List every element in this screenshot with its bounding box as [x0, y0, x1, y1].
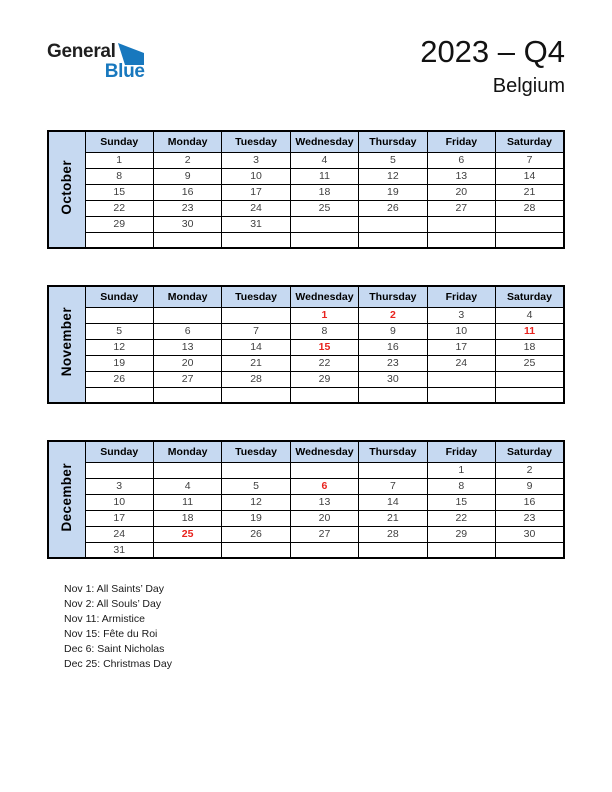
day-cell: 13	[290, 494, 358, 510]
weekday-header: Wednesday	[290, 286, 358, 307]
week-row	[48, 307, 564, 323]
day-cell-holiday: 2	[359, 307, 427, 323]
weekday-header: Monday	[153, 131, 221, 152]
weekday-header-row	[48, 441, 564, 462]
week-row	[48, 462, 564, 478]
day-cell: 9	[496, 478, 564, 494]
day-cell: 16	[153, 184, 221, 200]
holiday-item: Nov 11: Armistice	[64, 613, 145, 625]
logo-text-blue: Blue	[104, 61, 145, 82]
day-cell: 12	[222, 494, 290, 510]
weekday-header: Friday	[427, 286, 495, 307]
weekday-header-row	[48, 131, 564, 152]
day-cell	[290, 542, 358, 558]
day-cell: 10	[222, 168, 290, 184]
day-cell: 4	[496, 307, 564, 323]
day-cell	[496, 387, 564, 403]
weekday-header: Monday	[153, 286, 221, 307]
day-cell: 8	[85, 168, 153, 184]
weekday-header: Wednesday	[290, 131, 358, 152]
weekday-header: Friday	[427, 441, 495, 462]
logo-text-general: General	[47, 41, 116, 62]
day-cell	[222, 387, 290, 403]
day-cell	[222, 542, 290, 558]
day-cell: 16	[359, 339, 427, 355]
weekday-header-row	[48, 286, 564, 307]
day-cell: 26	[359, 200, 427, 216]
day-cell: 23	[496, 510, 564, 526]
day-cell	[427, 371, 495, 387]
day-cell: 22	[290, 355, 358, 371]
day-cell: 17	[85, 510, 153, 526]
weekday-header: Tuesday	[222, 131, 290, 152]
day-cell: 9	[359, 323, 427, 339]
day-cell: 1	[427, 462, 495, 478]
day-cell-holiday: 15	[290, 339, 358, 355]
day-cell	[290, 232, 358, 248]
month-section-october	[47, 130, 565, 249]
day-cell: 30	[153, 216, 221, 232]
day-cell	[496, 232, 564, 248]
weekday-header: Monday	[153, 441, 221, 462]
week-row	[48, 323, 564, 339]
day-cell: 18	[496, 339, 564, 355]
week-row	[48, 152, 564, 168]
day-cell: 1	[85, 152, 153, 168]
week-row	[48, 494, 564, 510]
day-cell: 29	[290, 371, 358, 387]
day-cell	[290, 462, 358, 478]
day-cell: 23	[359, 355, 427, 371]
day-cell: 6	[427, 152, 495, 168]
day-cell	[85, 232, 153, 248]
day-cell: 3	[427, 307, 495, 323]
day-cell: 23	[153, 200, 221, 216]
weekday-header: Thursday	[359, 441, 427, 462]
weekday-header: Wednesday	[290, 441, 358, 462]
day-cell	[427, 232, 495, 248]
day-cell	[359, 232, 427, 248]
day-cell: 18	[153, 510, 221, 526]
day-cell	[496, 216, 564, 232]
weekday-header: Friday	[427, 131, 495, 152]
day-cell: 21	[359, 510, 427, 526]
day-cell	[153, 307, 221, 323]
day-cell: 8	[290, 323, 358, 339]
day-cell: 16	[496, 494, 564, 510]
day-cell	[359, 387, 427, 403]
day-cell: 27	[427, 200, 495, 216]
day-cell	[153, 462, 221, 478]
day-cell: 20	[290, 510, 358, 526]
day-cell: 31	[85, 542, 153, 558]
day-cell: 10	[85, 494, 153, 510]
week-row	[48, 510, 564, 526]
week-row	[48, 387, 564, 403]
week-row	[48, 526, 564, 542]
day-cell	[359, 542, 427, 558]
day-cell	[427, 216, 495, 232]
day-cell: 21	[222, 355, 290, 371]
day-cell: 26	[222, 526, 290, 542]
holiday-item: Dec 25: Christmas Day	[64, 658, 172, 670]
month-table-november	[47, 285, 565, 404]
day-cell: 15	[85, 184, 153, 200]
holiday-item: Nov 2: All Souls’ Day	[64, 598, 162, 610]
day-cell: 31	[222, 216, 290, 232]
weekday-header: Saturday	[496, 286, 564, 307]
day-cell: 2	[496, 462, 564, 478]
day-cell: 24	[85, 526, 153, 542]
day-cell	[85, 387, 153, 403]
weekday-header: Thursday	[359, 286, 427, 307]
day-cell: 10	[427, 323, 495, 339]
day-cell: 13	[153, 339, 221, 355]
day-cell: 28	[359, 526, 427, 542]
day-cell: 12	[85, 339, 153, 355]
day-cell: 11	[290, 168, 358, 184]
day-cell: 7	[222, 323, 290, 339]
week-row	[48, 168, 564, 184]
holiday-item: Nov 15: Fête du Roi	[64, 628, 158, 640]
month-label-cell	[48, 441, 85, 558]
day-cell	[359, 462, 427, 478]
day-cell: 7	[496, 152, 564, 168]
day-cell-holiday: 1	[290, 307, 358, 323]
day-cell: 22	[85, 200, 153, 216]
day-cell	[222, 307, 290, 323]
day-cell	[153, 542, 221, 558]
week-row	[48, 200, 564, 216]
day-cell: 18	[290, 184, 358, 200]
day-cell: 29	[427, 526, 495, 542]
day-cell: 25	[290, 200, 358, 216]
day-cell: 2	[153, 152, 221, 168]
week-row	[48, 232, 564, 248]
day-cell	[153, 232, 221, 248]
day-cell: 25	[496, 355, 564, 371]
page-subtitle: Belgium	[492, 75, 565, 97]
month-label: November	[59, 307, 74, 377]
month-label: October	[59, 159, 74, 215]
day-cell-holiday: 11	[496, 323, 564, 339]
day-cell: 14	[222, 339, 290, 355]
weekday-header: Sunday	[85, 131, 153, 152]
day-cell: 24	[427, 355, 495, 371]
weekday-header: Tuesday	[222, 286, 290, 307]
day-cell	[496, 371, 564, 387]
month-section-november	[47, 285, 565, 404]
weekday-header: Sunday	[85, 441, 153, 462]
day-cell: 8	[427, 478, 495, 494]
day-cell-holiday: 6	[290, 478, 358, 494]
day-cell: 5	[222, 478, 290, 494]
day-cell: 20	[153, 355, 221, 371]
day-cell: 5	[359, 152, 427, 168]
day-cell: 3	[85, 478, 153, 494]
week-row	[48, 184, 564, 200]
month-section-december	[47, 440, 565, 559]
day-cell	[222, 462, 290, 478]
day-cell	[85, 462, 153, 478]
day-cell: 17	[427, 339, 495, 355]
holiday-item: Dec 6: Saint Nicholas	[64, 643, 165, 655]
day-cell: 28	[496, 200, 564, 216]
holiday-list	[64, 582, 172, 672]
day-cell: 19	[359, 184, 427, 200]
general-blue-logo	[47, 42, 145, 82]
week-row	[48, 339, 564, 355]
day-cell: 6	[153, 323, 221, 339]
day-cell: 30	[496, 526, 564, 542]
day-cell: 24	[222, 200, 290, 216]
week-row	[48, 371, 564, 387]
day-cell: 12	[359, 168, 427, 184]
day-cell: 19	[85, 355, 153, 371]
day-cell	[222, 232, 290, 248]
weekday-header: Thursday	[359, 131, 427, 152]
day-cell: 21	[496, 184, 564, 200]
day-cell: 7	[359, 478, 427, 494]
day-cell: 19	[222, 510, 290, 526]
day-cell: 29	[85, 216, 153, 232]
day-cell	[290, 216, 358, 232]
day-cell: 28	[222, 371, 290, 387]
week-row	[48, 542, 564, 558]
day-cell: 22	[427, 510, 495, 526]
month-label-cell	[48, 286, 85, 403]
day-cell: 27	[290, 526, 358, 542]
day-cell: 4	[290, 152, 358, 168]
day-cell: 5	[85, 323, 153, 339]
day-cell: 11	[153, 494, 221, 510]
page-title: 2023 – Q4	[420, 34, 565, 69]
week-row	[48, 216, 564, 232]
day-cell: 30	[359, 371, 427, 387]
day-cell-holiday: 25	[153, 526, 221, 542]
day-cell: 27	[153, 371, 221, 387]
week-row	[48, 478, 564, 494]
day-cell	[153, 387, 221, 403]
day-cell	[427, 387, 495, 403]
weekday-header: Saturday	[496, 441, 564, 462]
day-cell	[427, 542, 495, 558]
day-cell: 13	[427, 168, 495, 184]
day-cell	[496, 542, 564, 558]
day-cell: 17	[222, 184, 290, 200]
month-label-cell	[48, 131, 85, 248]
weekday-header: Tuesday	[222, 441, 290, 462]
day-cell: 15	[427, 494, 495, 510]
day-cell: 14	[359, 494, 427, 510]
month-table-october	[47, 130, 565, 249]
day-cell: 14	[496, 168, 564, 184]
day-cell	[359, 216, 427, 232]
month-table-december	[47, 440, 565, 559]
weekday-header: Sunday	[85, 286, 153, 307]
day-cell: 3	[222, 152, 290, 168]
day-cell: 20	[427, 184, 495, 200]
weekday-header: Saturday	[496, 131, 564, 152]
day-cell	[290, 387, 358, 403]
day-cell: 9	[153, 168, 221, 184]
holiday-item: Nov 1: All Saints’ Day	[64, 583, 164, 595]
day-cell: 26	[85, 371, 153, 387]
day-cell	[85, 307, 153, 323]
month-label: December	[59, 462, 74, 532]
week-row	[48, 355, 564, 371]
day-cell: 4	[153, 478, 221, 494]
page-header	[420, 34, 565, 98]
